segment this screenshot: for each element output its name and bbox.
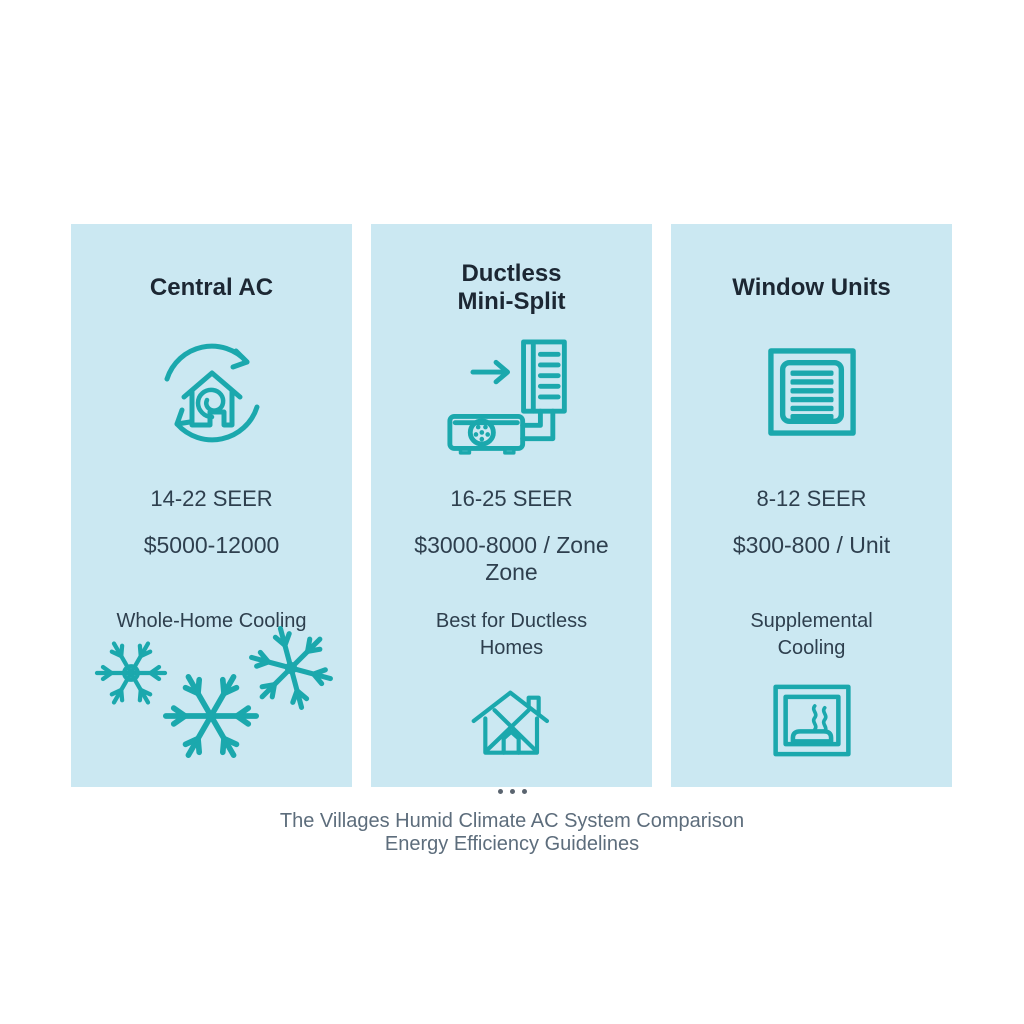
card-title — [71, 258, 352, 318]
seer-rating: 16-25 SEER — [450, 486, 573, 511]
dot — [498, 789, 503, 794]
supplemental-cooling-icon — [772, 683, 852, 758]
title-line: Window Units — [732, 274, 891, 301]
price-line: $5000-12000 — [143, 532, 280, 558]
house-cycle-icon — [71, 324, 352, 460]
dot — [522, 789, 527, 794]
price-range — [371, 532, 652, 586]
seer-rating: 14-22 SEER — [150, 486, 273, 511]
caption-line-1: The Villages Humid Climate AC System Comparison — [279, 810, 745, 832]
card-title — [671, 258, 952, 318]
card-ductless-mini-split — [371, 224, 652, 787]
card-title — [371, 258, 652, 318]
price-line: Zone — [485, 559, 538, 585]
card-description — [671, 608, 952, 662]
mini-split-icon — [371, 324, 652, 460]
card-central-ac — [71, 224, 352, 787]
seer-rating: 8-12 SEER — [756, 486, 867, 511]
title-line: Mini-Split — [457, 288, 566, 315]
caption — [0, 810, 1024, 856]
ductless-home-icon — [467, 686, 557, 756]
price-range — [671, 532, 952, 559]
description-line: Homes — [479, 637, 544, 659]
ellipsis-icon — [0, 789, 1024, 794]
window-ac-icon — [671, 324, 952, 460]
description-line: Supplemental — [750, 610, 873, 632]
title-line: Central AC — [149, 274, 274, 301]
price-line: $300-800 / Unit — [732, 532, 891, 558]
dot — [510, 789, 515, 794]
price-range — [71, 532, 352, 559]
card-window-units — [671, 224, 952, 787]
card-description — [371, 608, 652, 662]
title-line: Ductless — [461, 260, 562, 287]
description-line: Whole-Home Cooling — [116, 610, 307, 632]
caption-line-2: Energy Efficiency Guidelines — [384, 833, 640, 855]
price-line: $3000-8000 / Zone — [414, 532, 609, 558]
snowflakes-icon — [87, 626, 331, 778]
description-line: Best for Ductless — [435, 610, 588, 632]
description-line: Cooling — [777, 637, 846, 659]
